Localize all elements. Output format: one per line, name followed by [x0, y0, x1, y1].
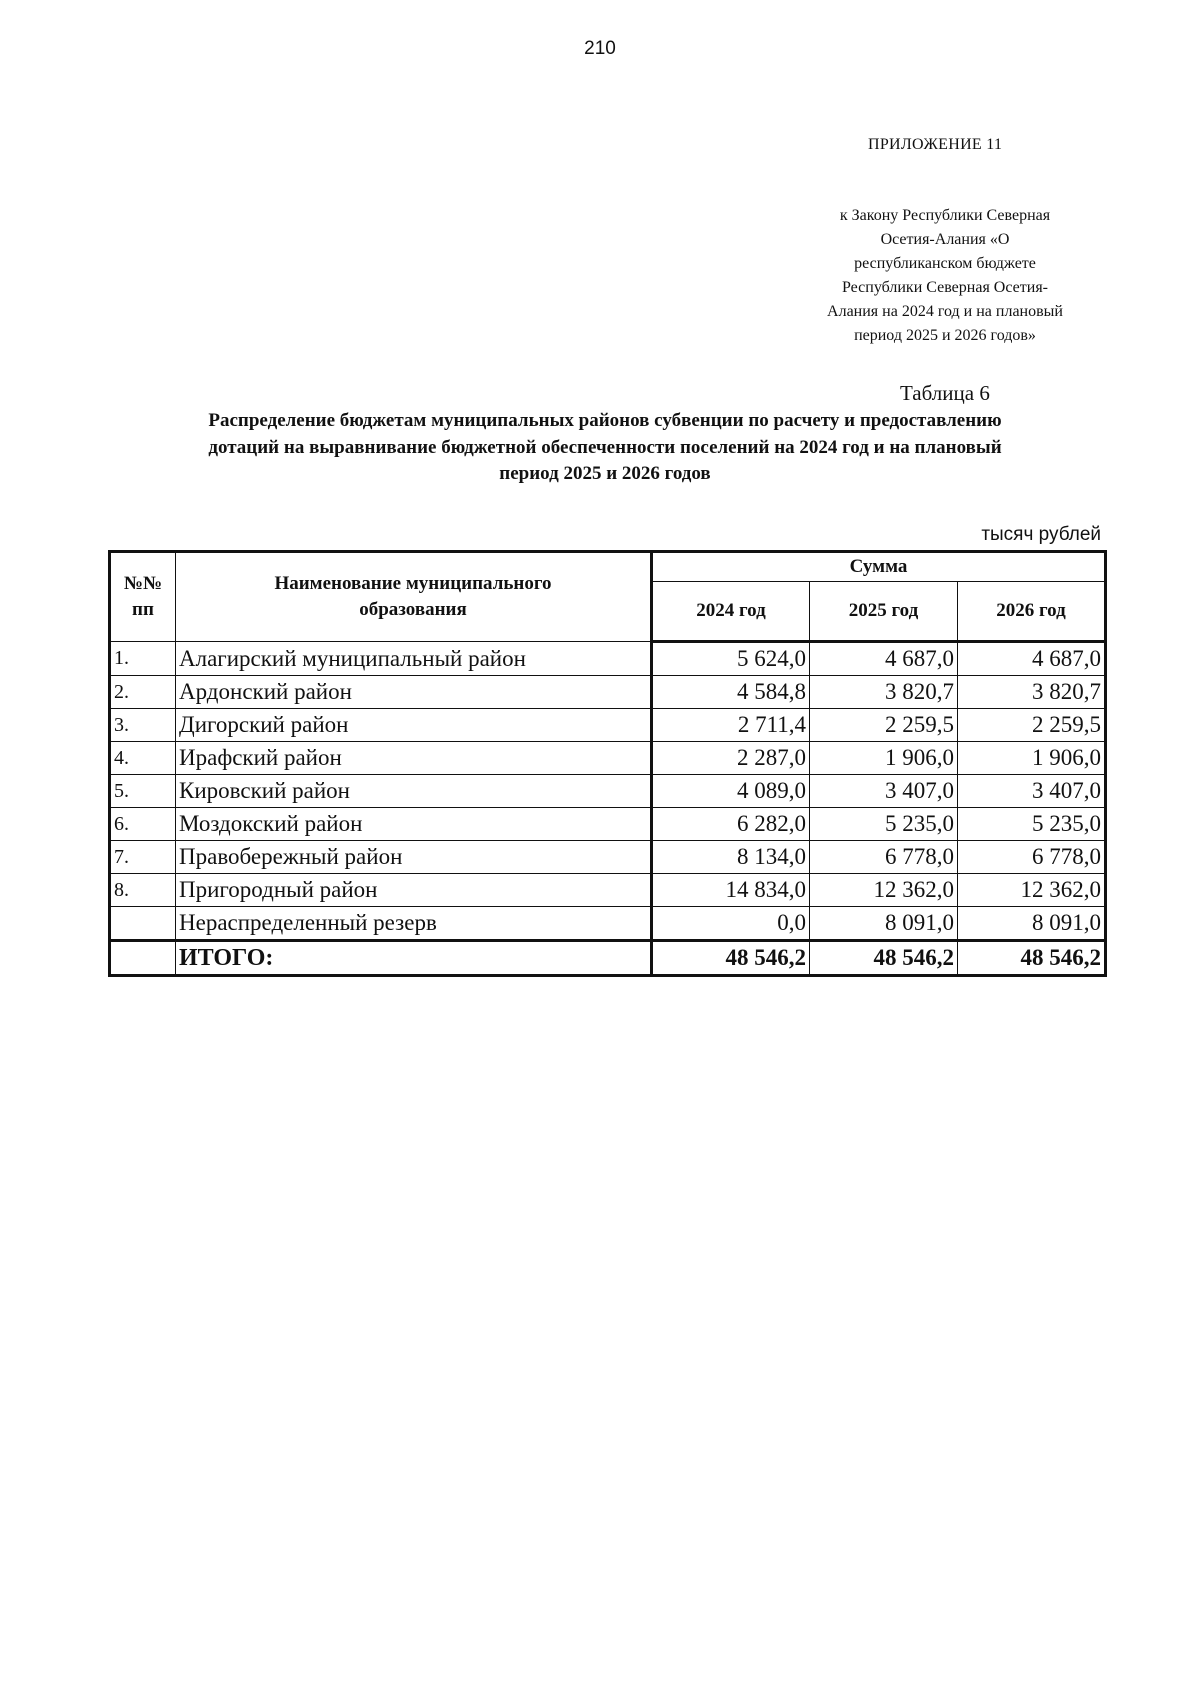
table-row [110, 874, 1106, 907]
law-reference-line: к Закону Республики Северная [839, 207, 1051, 224]
row-value-2026: 5 235,0 [958, 808, 1106, 841]
row-value-2024: 8 134,0 [652, 841, 810, 874]
row-value-2024: 0,0 [652, 907, 810, 941]
total-value-2025: 48 546,2 [810, 941, 958, 976]
row-value-2024: 2 711,4 [652, 709, 810, 742]
header-sum: Сумма [652, 552, 1106, 582]
law-reference-line: Республики Северная Осетия- [841, 279, 1048, 296]
table-row [110, 642, 1106, 676]
row-value-2024: 2 287,0 [652, 742, 810, 775]
row-value-2025: 3 820,7 [810, 676, 958, 709]
row-number: 7. [110, 841, 176, 874]
law-reference-line: Алания на 2024 год и на плановый [827, 303, 1063, 320]
row-name: Дигорский район [176, 709, 652, 742]
row-value-2026: 8 091,0 [958, 907, 1106, 941]
row-value-2025: 8 091,0 [810, 907, 958, 941]
row-value-2025: 5 235,0 [810, 808, 958, 841]
subsidy-table [108, 550, 1107, 977]
row-value-2026: 4 687,0 [958, 642, 1106, 676]
row-name: Ирафский район [176, 742, 652, 775]
title-line: дотаций на выравнивание бюджетной обеспеченности поселений на 2024 год и на плановый [208, 436, 1002, 458]
title-line: период 2025 и 2026 годов [499, 463, 711, 484]
row-number: 3. [110, 709, 176, 742]
row-name: Алагирский муниципальный район [176, 642, 652, 676]
row-number: 6. [110, 808, 176, 841]
row-value-2025: 12 362,0 [810, 874, 958, 907]
table-row [110, 907, 1106, 941]
row-value-2026: 3 407,0 [958, 775, 1106, 808]
header-name-line1: Наименование муниципального [274, 573, 552, 594]
row-name: Кировский район [176, 775, 652, 808]
row-name: Правобережный район [176, 841, 652, 874]
table-row [110, 676, 1106, 709]
header-number-line1: №№ [123, 573, 163, 594]
table-row [110, 841, 1106, 874]
title-line: Распределение бюджетам муниципальных районов субвенции по расчету и предоставлению [208, 410, 1002, 431]
row-number: 2. [110, 676, 176, 709]
row-number: 4. [110, 742, 176, 775]
row-value-2025: 1 906,0 [810, 742, 958, 775]
total-row [110, 941, 1106, 976]
row-name: Нераспределенный резерв [176, 907, 652, 941]
law-reference [800, 204, 1090, 348]
row-name: Пригородный район [176, 874, 652, 907]
row-value-2024: 14 834,0 [652, 874, 810, 907]
row-value-2026: 2 259,5 [958, 709, 1106, 742]
table-row [110, 775, 1106, 808]
law-reference-line: период 2025 и 2026 годов» [854, 327, 1036, 344]
row-value-2026: 1 906,0 [958, 742, 1106, 775]
row-value-2024: 6 282,0 [652, 808, 810, 841]
total-label: ИТОГО: [176, 941, 652, 976]
total-value-2024: 48 546,2 [652, 941, 810, 976]
header-number-line2: пп [132, 599, 154, 620]
law-reference-line: республиканском бюджете [854, 255, 1036, 272]
header-number [110, 552, 176, 642]
units-label: тысяч рублей [981, 524, 1101, 545]
row-value-2024: 4 584,8 [652, 676, 810, 709]
row-value-2024: 4 089,0 [652, 775, 810, 808]
row-name: Ардонский район [176, 676, 652, 709]
total-number [110, 941, 176, 976]
row-value-2025: 2 259,5 [810, 709, 958, 742]
header-year-2026: 2026 год [958, 582, 1106, 642]
header-name [176, 552, 652, 642]
row-value-2026: 12 362,0 [958, 874, 1106, 907]
table-row [110, 808, 1106, 841]
row-value-2024: 5 624,0 [652, 642, 810, 676]
appendix-label: ПРИЛОЖЕНИЕ 11 [868, 136, 1003, 153]
row-value-2026: 3 820,7 [958, 676, 1106, 709]
header-year-2025: 2025 год [810, 582, 958, 642]
table-row [110, 742, 1106, 775]
table-row [110, 709, 1106, 742]
law-reference-line: Осетия-Алания «О [880, 231, 1010, 248]
row-number: 5. [110, 775, 176, 808]
header-name-line2: образования [359, 599, 467, 620]
row-number: 8. [110, 874, 176, 907]
row-value-2025: 3 407,0 [810, 775, 958, 808]
document-title [110, 408, 1100, 488]
row-value-2026: 6 778,0 [958, 841, 1106, 874]
row-value-2025: 6 778,0 [810, 841, 958, 874]
table-label: Таблица 6 [900, 381, 990, 405]
row-number [110, 907, 176, 941]
total-value-2026: 48 546,2 [958, 941, 1106, 976]
header-year-2024: 2024 год [652, 582, 810, 642]
row-number: 1. [110, 642, 176, 676]
row-value-2025: 4 687,0 [810, 642, 958, 676]
page-number: 210 [584, 38, 616, 59]
row-name: Моздокский район [176, 808, 652, 841]
